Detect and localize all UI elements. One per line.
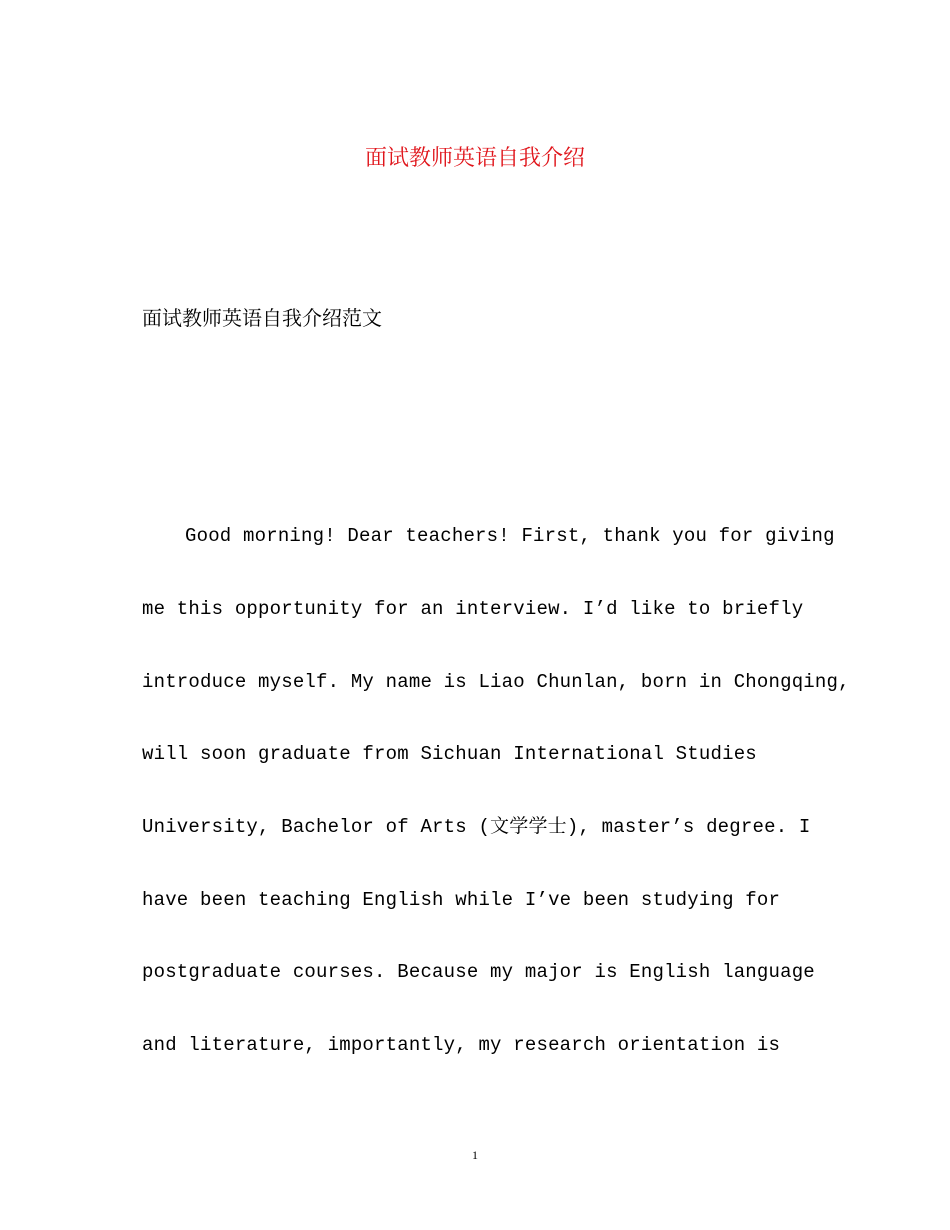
page-number: 1 bbox=[472, 1148, 478, 1162]
body-line: and literature, importantly, my research orientation is bbox=[142, 1034, 781, 1056]
body-line: postgraduate courses. Because my major is English language bbox=[142, 961, 815, 983]
body-line: me this opportunity for an interview. I’d like to briefly bbox=[142, 598, 804, 620]
document-subtitle: 面试教师英语自我介绍范文 bbox=[142, 306, 382, 330]
body-line: will soon graduate from Sichuan International Studies bbox=[142, 743, 757, 765]
body-line: Good morning! Dear teachers! First, thank you for giving bbox=[185, 525, 835, 547]
body-line: have been teaching English while I’ve been studying for bbox=[142, 889, 781, 911]
document-title: 面试教师英语自我介绍 bbox=[364, 146, 585, 171]
body-line: University, Bachelor of Arts (文学学士), master’s degree. I bbox=[142, 816, 811, 838]
body-line: introduce myself. My name is Liao Chunlan, born in Chongqing, bbox=[142, 671, 850, 693]
